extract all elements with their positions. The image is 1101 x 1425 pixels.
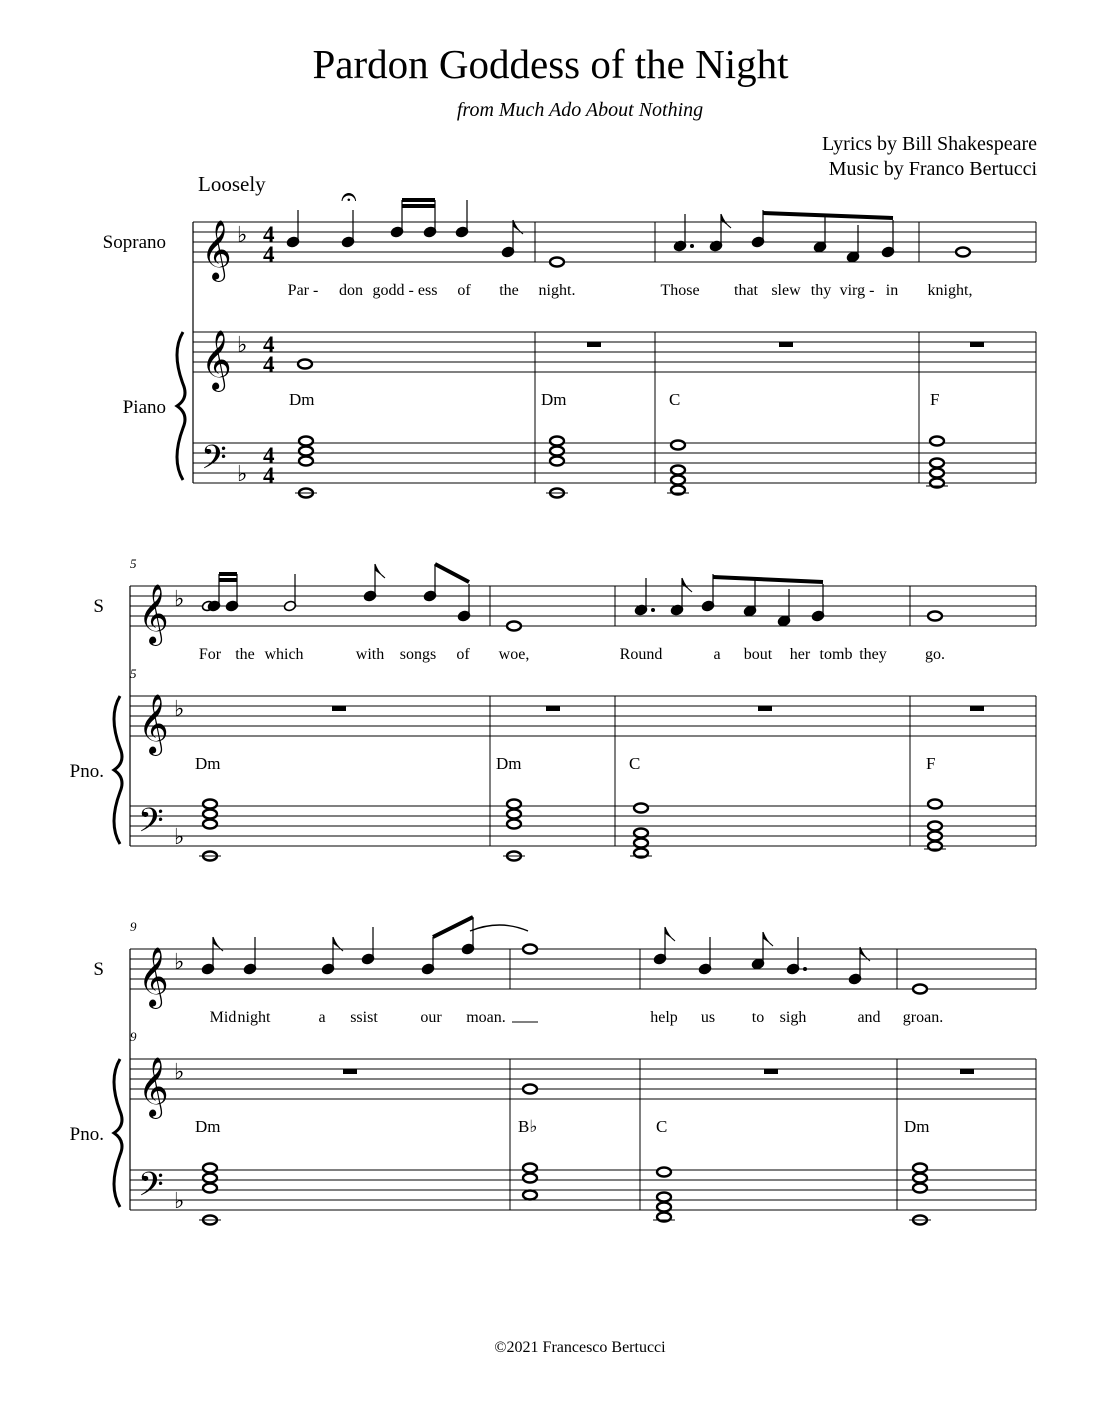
lyric-syllable: groan. bbox=[902, 1009, 944, 1026]
piano-treble-staff bbox=[130, 696, 1036, 736]
note-beam bbox=[435, 564, 469, 582]
whole-note bbox=[671, 476, 685, 485]
chord-symbol: Dm bbox=[289, 390, 315, 409]
whole-note bbox=[550, 258, 564, 267]
lyric-syllable: and bbox=[857, 1009, 881, 1026]
lyric-syllable: the bbox=[499, 282, 519, 299]
whole-note bbox=[913, 1184, 927, 1193]
whole-rest-icon bbox=[779, 342, 793, 347]
fermata-icon: 𝄐 bbox=[341, 180, 357, 213]
lyric-syllable: moan. bbox=[466, 1009, 506, 1026]
lyric-syllable: our bbox=[420, 1009, 442, 1026]
lyric-syllable: the bbox=[235, 646, 255, 663]
note-flag bbox=[375, 564, 385, 578]
time-signature-denominator: 4 bbox=[263, 463, 275, 488]
whole-rest-icon bbox=[758, 706, 772, 711]
soprano-staff bbox=[130, 949, 1036, 989]
key-flat-icon: ♭ bbox=[174, 825, 185, 850]
whole-note bbox=[550, 457, 564, 466]
lyric-syllable: a bbox=[318, 1009, 326, 1026]
whole-rest-icon bbox=[546, 706, 560, 711]
score-subtitle: from Much Ado About Nothing bbox=[456, 99, 704, 121]
lyric-syllable: Par - bbox=[287, 282, 319, 299]
whole-note bbox=[913, 985, 927, 994]
whole-note bbox=[671, 441, 685, 450]
whole-note bbox=[671, 466, 685, 475]
whole-note bbox=[913, 1174, 927, 1183]
whole-note bbox=[203, 810, 217, 819]
bass-clef-icon: 𝄢 bbox=[201, 439, 227, 485]
lyric-syllable: don bbox=[339, 282, 363, 299]
piano-treble-staff bbox=[193, 332, 1036, 372]
measure-number: 9 bbox=[130, 1029, 137, 1044]
whole-note bbox=[930, 459, 944, 468]
piano-label: Piano bbox=[122, 397, 166, 418]
lyric-syllable: thy bbox=[810, 282, 832, 299]
whole-note bbox=[523, 1191, 537, 1200]
dot bbox=[651, 608, 655, 612]
chord-symbol: Dm bbox=[496, 754, 522, 773]
note-beam bbox=[713, 577, 823, 582]
lyric-syllable: sigh bbox=[779, 1009, 807, 1026]
chord-symbol: Dm bbox=[195, 1117, 221, 1136]
whole-note bbox=[657, 1203, 671, 1212]
whole-note bbox=[507, 800, 521, 809]
whole-note bbox=[634, 804, 648, 813]
lyric-syllable: of bbox=[456, 646, 470, 663]
dot bbox=[690, 244, 694, 248]
lyric-syllable: with bbox=[355, 646, 385, 663]
lyric-syllable: that bbox=[734, 282, 758, 299]
key-flat-icon: ♭ bbox=[174, 697, 185, 722]
copyright-notice: ©2021 Francesco Bertucci bbox=[494, 1339, 666, 1356]
lyric-syllable: in bbox=[885, 282, 899, 299]
treble-clef-icon: 𝄞 bbox=[138, 584, 169, 644]
whole-rest-icon bbox=[764, 1069, 778, 1074]
key-flat-icon: ♭ bbox=[174, 587, 185, 612]
piano-bass-staff bbox=[130, 806, 1036, 846]
whole-note bbox=[657, 1193, 671, 1202]
lyric-syllable: Mid bbox=[209, 1009, 237, 1026]
lyric-syllable: help bbox=[650, 1009, 678, 1026]
lyric-syllable: songs bbox=[399, 646, 437, 663]
time-signature-numerator: 4 bbox=[263, 332, 275, 357]
treble-clef-icon: 𝄞 bbox=[201, 330, 232, 390]
treble-clef-icon: 𝄞 bbox=[138, 694, 169, 754]
whole-note bbox=[299, 447, 313, 456]
note-flag bbox=[721, 214, 731, 228]
soprano-label: S bbox=[93, 959, 104, 980]
whole-note bbox=[634, 839, 648, 848]
time-signature-numerator: 4 bbox=[263, 443, 275, 468]
whole-rest-icon bbox=[332, 706, 346, 711]
time-signature-numerator: 4 bbox=[263, 222, 275, 247]
whole-note bbox=[550, 437, 564, 446]
lyric-syllable: godd - ess bbox=[372, 282, 438, 299]
score-title: Pardon Goddess of the Night bbox=[312, 41, 789, 87]
lyric-syllable: a bbox=[713, 646, 721, 663]
key-flat-icon: ♭ bbox=[174, 1060, 185, 1085]
lyric-syllable: which bbox=[264, 646, 304, 663]
chord-symbol: C bbox=[629, 754, 641, 773]
chord-symbol: Dm bbox=[541, 390, 567, 409]
whole-note bbox=[550, 447, 564, 456]
lyric-syllable: her bbox=[789, 646, 811, 663]
key-flat-icon: ♭ bbox=[237, 462, 248, 487]
piano-brace-icon bbox=[114, 696, 122, 844]
lyric-syllable: they bbox=[859, 646, 887, 663]
whole-note bbox=[203, 820, 217, 829]
key-flat-icon: ♭ bbox=[174, 950, 185, 975]
whole-note bbox=[298, 360, 312, 369]
chord-symbol: C bbox=[669, 390, 681, 409]
whole-note bbox=[299, 437, 313, 446]
whole-note bbox=[203, 1164, 217, 1173]
tie-icon bbox=[470, 925, 528, 931]
whole-note bbox=[930, 437, 944, 446]
whole-note bbox=[507, 810, 521, 819]
whole-rest-icon bbox=[960, 1069, 974, 1074]
piano-brace-icon bbox=[114, 1059, 122, 1207]
whole-note bbox=[634, 829, 648, 838]
whole-rest-icon bbox=[343, 1069, 357, 1074]
whole-note bbox=[657, 1168, 671, 1177]
lyric-syllable: night bbox=[237, 1009, 271, 1026]
chord-symbol: Dm bbox=[904, 1117, 930, 1136]
key-flat-icon: ♭ bbox=[237, 333, 248, 358]
lyric-syllable: ssist bbox=[350, 1009, 378, 1026]
whole-note bbox=[523, 945, 537, 954]
piano-label: Pno. bbox=[69, 1124, 104, 1145]
piano-label: Pno. bbox=[69, 761, 104, 782]
dot bbox=[803, 967, 807, 971]
piano-brace-icon bbox=[177, 332, 185, 480]
lyric-syllable: slew bbox=[771, 282, 801, 299]
lyric-syllable: of bbox=[457, 282, 471, 299]
time-signature-denominator: 4 bbox=[263, 352, 275, 377]
whole-rest-icon bbox=[970, 342, 984, 347]
whole-note bbox=[930, 469, 944, 478]
whole-note bbox=[507, 820, 521, 829]
note-flag bbox=[763, 932, 773, 946]
tempo-marking: Loosely bbox=[198, 172, 266, 196]
lyric-syllable: night. bbox=[538, 282, 576, 299]
treble-clef-icon: 𝄞 bbox=[138, 1057, 169, 1117]
whole-note bbox=[928, 800, 942, 809]
whole-rest-icon bbox=[970, 706, 984, 711]
note-beam bbox=[763, 213, 893, 218]
lyric-syllable: virg - bbox=[839, 282, 875, 299]
whole-note bbox=[956, 248, 970, 257]
lyric-syllable: to bbox=[751, 1009, 765, 1026]
whole-note bbox=[523, 1164, 537, 1173]
whole-rest-icon bbox=[587, 342, 601, 347]
composer-credit: Music by Franco Bertucci bbox=[828, 158, 1037, 180]
soprano-staff bbox=[130, 586, 1036, 626]
chord-symbol: Dm bbox=[195, 754, 221, 773]
piano-bass-staff bbox=[193, 443, 1036, 483]
whole-note bbox=[928, 832, 942, 841]
measure-number: 9 bbox=[130, 919, 137, 934]
chord-symbol: B♭ bbox=[518, 1117, 538, 1136]
note-beam bbox=[433, 917, 473, 937]
chord-symbol: F bbox=[926, 754, 936, 773]
lyric-syllable: woe, bbox=[498, 646, 530, 663]
chord-symbol: C bbox=[656, 1117, 668, 1136]
note-flag bbox=[665, 927, 675, 941]
whole-note bbox=[913, 1164, 927, 1173]
whole-note bbox=[928, 822, 942, 831]
bass-clef-icon: 𝄢 bbox=[138, 1166, 164, 1212]
lyric-syllable: Round bbox=[619, 646, 663, 663]
whole-note bbox=[928, 612, 942, 621]
lyric-syllable: go. bbox=[925, 646, 945, 663]
whole-note bbox=[203, 800, 217, 809]
treble-clef-icon: 𝄞 bbox=[201, 220, 232, 280]
whole-note bbox=[507, 622, 521, 631]
whole-note bbox=[203, 1184, 217, 1193]
key-flat-icon: ♭ bbox=[174, 1189, 185, 1214]
lyric-syllable: tomb bbox=[819, 646, 853, 663]
piano-treble-staff bbox=[130, 1059, 1036, 1099]
lyric-syllable: us bbox=[700, 1009, 716, 1026]
piano-bass-staff bbox=[130, 1170, 1036, 1210]
note-flag bbox=[682, 578, 692, 592]
lyric-syllable: bout bbox=[743, 646, 773, 663]
treble-clef-icon: 𝄞 bbox=[138, 947, 169, 1007]
measure-number: 5 bbox=[130, 666, 137, 681]
time-signature-denominator: 4 bbox=[263, 242, 275, 267]
lyricist-credit: Lyrics by Bill Shakespeare bbox=[822, 133, 1037, 155]
lyric-syllable: For bbox=[198, 646, 222, 663]
lyric-syllable: Those bbox=[660, 282, 700, 299]
measure-number: 5 bbox=[130, 556, 137, 571]
lyric-syllable: knight, bbox=[927, 282, 973, 299]
chord-symbol: F bbox=[930, 390, 940, 409]
soprano-staff bbox=[193, 222, 1036, 262]
whole-note bbox=[523, 1085, 537, 1094]
whole-note bbox=[299, 457, 313, 466]
whole-note bbox=[203, 1174, 217, 1183]
soprano-label: S bbox=[93, 596, 104, 617]
key-flat-icon: ♭ bbox=[237, 223, 248, 248]
soprano-label: Soprano bbox=[102, 232, 166, 253]
bass-clef-icon: 𝄢 bbox=[138, 802, 164, 848]
whole-note bbox=[523, 1174, 537, 1183]
